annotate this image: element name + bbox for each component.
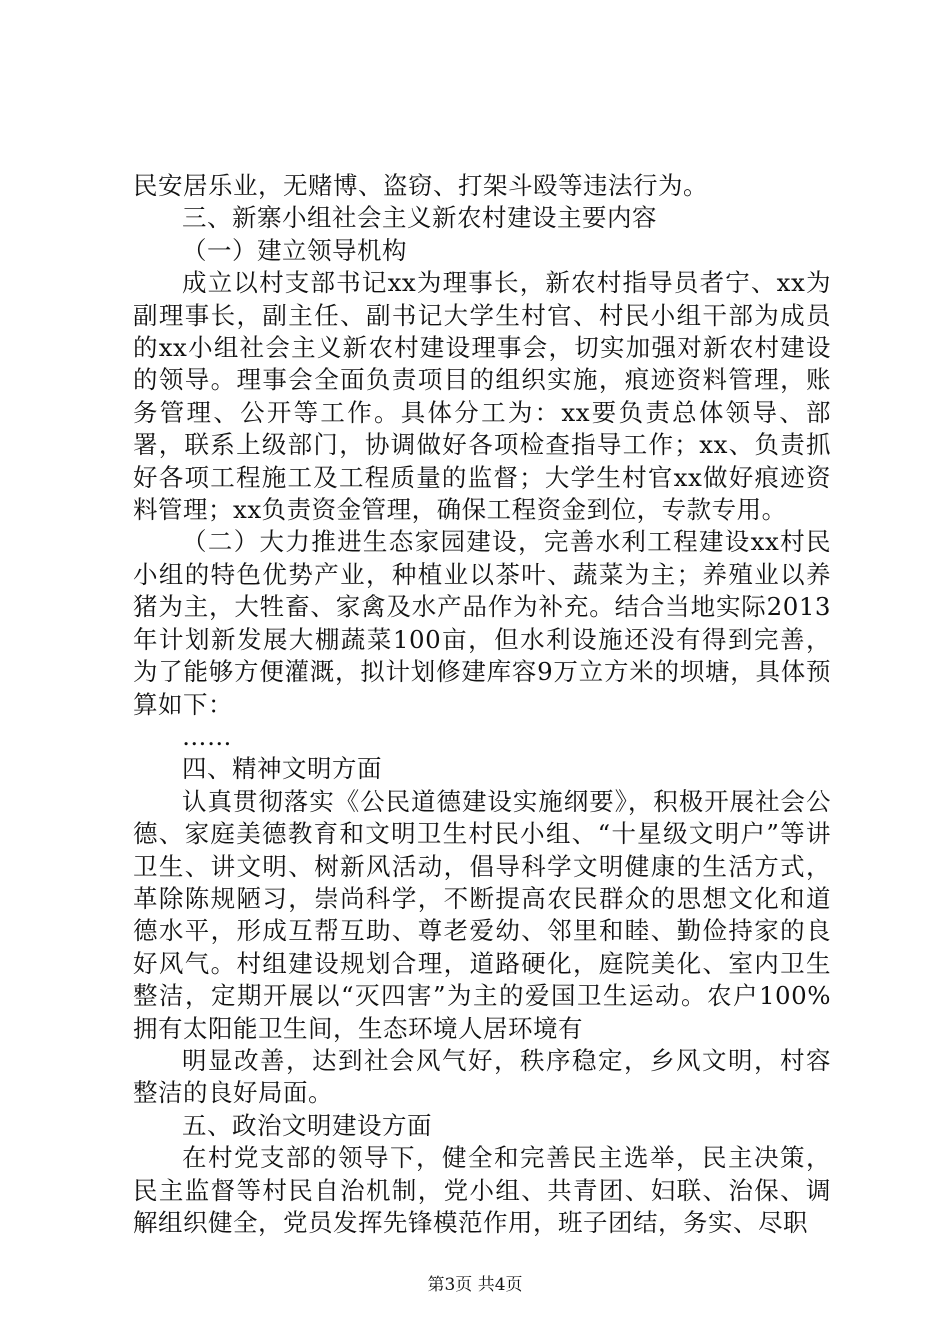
paragraph-spiritual: 认真贯彻落实《公民道德建设实施纲要》，积极开展社会公德、家庭美德教育和文明卫生村民小组、“十星级文明户”等讲卫生、讲文明、树新风活动，倡导科学文明健康的生活方式，革除陈规陋习，崇尚科学，不断提高农民群众的思想文化和道德水平，形成互帮互助、尊老爱幼、邻里和睦、勤俭持家的良好风气。村组建设规划合理，道路硬化，庭院美化、室内卫生整洁，定期开展以“灭四害”为主的爱国卫生运动。农户100%拥有太阳能卫生间，生态环境人居环境有 (133, 786, 831, 1043)
paragraph-political: 在村党支部的领导下，健全和完善民主选举，民主决策，民主监督等村民自治机制，党小组、共青团、妇联、治保、调解组织健全，党员发挥先锋模范作用，班子团结，务实、尽职 (133, 1143, 831, 1237)
section-heading-4: 四、精神文明方面 (182, 754, 382, 784)
paragraph-spiritual-continued: 明显改善，达到社会风气好，秩序稳定，乡风文明，村容整洁的良好局面。 (133, 1045, 831, 1108)
document-body (133, 170, 831, 1239)
page-number-footer: 第3页 共4页 (427, 1275, 523, 1295)
paragraph-ecological: （二）大力推进生态家园建设，完善水利工程建设xx村民小组的特色优势产业，种植业以茶叶、蔬菜为主；养殖业以养猪为主，大牲畜、家禽及水产品作为补充。结合当地实际2013年计划新发展大棚蔬菜100亩，但水利设施还没有得到完善，为了能够方便灌溉，拟计划修建库容9万立方米的坝塘，具体预算如下： (133, 527, 831, 719)
section-heading-3: 三、新寨小组社会主义新农村建设主要内容 (182, 203, 657, 233)
section-heading-5: 五、政治文明建设方面 (182, 1110, 432, 1140)
paragraph-continuation: 民安居乐业，无赌博、盗窃、打架斗殴等违法行为。 (133, 171, 708, 200)
subsection-heading-1: （一）建立领导机构 (182, 235, 407, 265)
ellipsis-line: …… (182, 721, 232, 751)
paragraph-leadership: 成立以村支部书记xx为理事长，新农村指导员者宁、xx为副理事长，副主任、副书记大学生村官、村民小组干部为成员的xx小组社会主义新农村建设理事会，切实加强对新农村建设的领导。理事会全面负责项目的组织实施，痕迹资料管理，账务管理、公开等工作。具体分工为：xx要负责总体领导、部署，联系上级部门，协调做好各项检查指导工作；xx、负责抓好各项工程施工及工程质量的监督；大学生村官xx做好痕迹资料管理；xx负责资金管理，确保工程资金到位，专款专用。 (133, 268, 831, 525)
